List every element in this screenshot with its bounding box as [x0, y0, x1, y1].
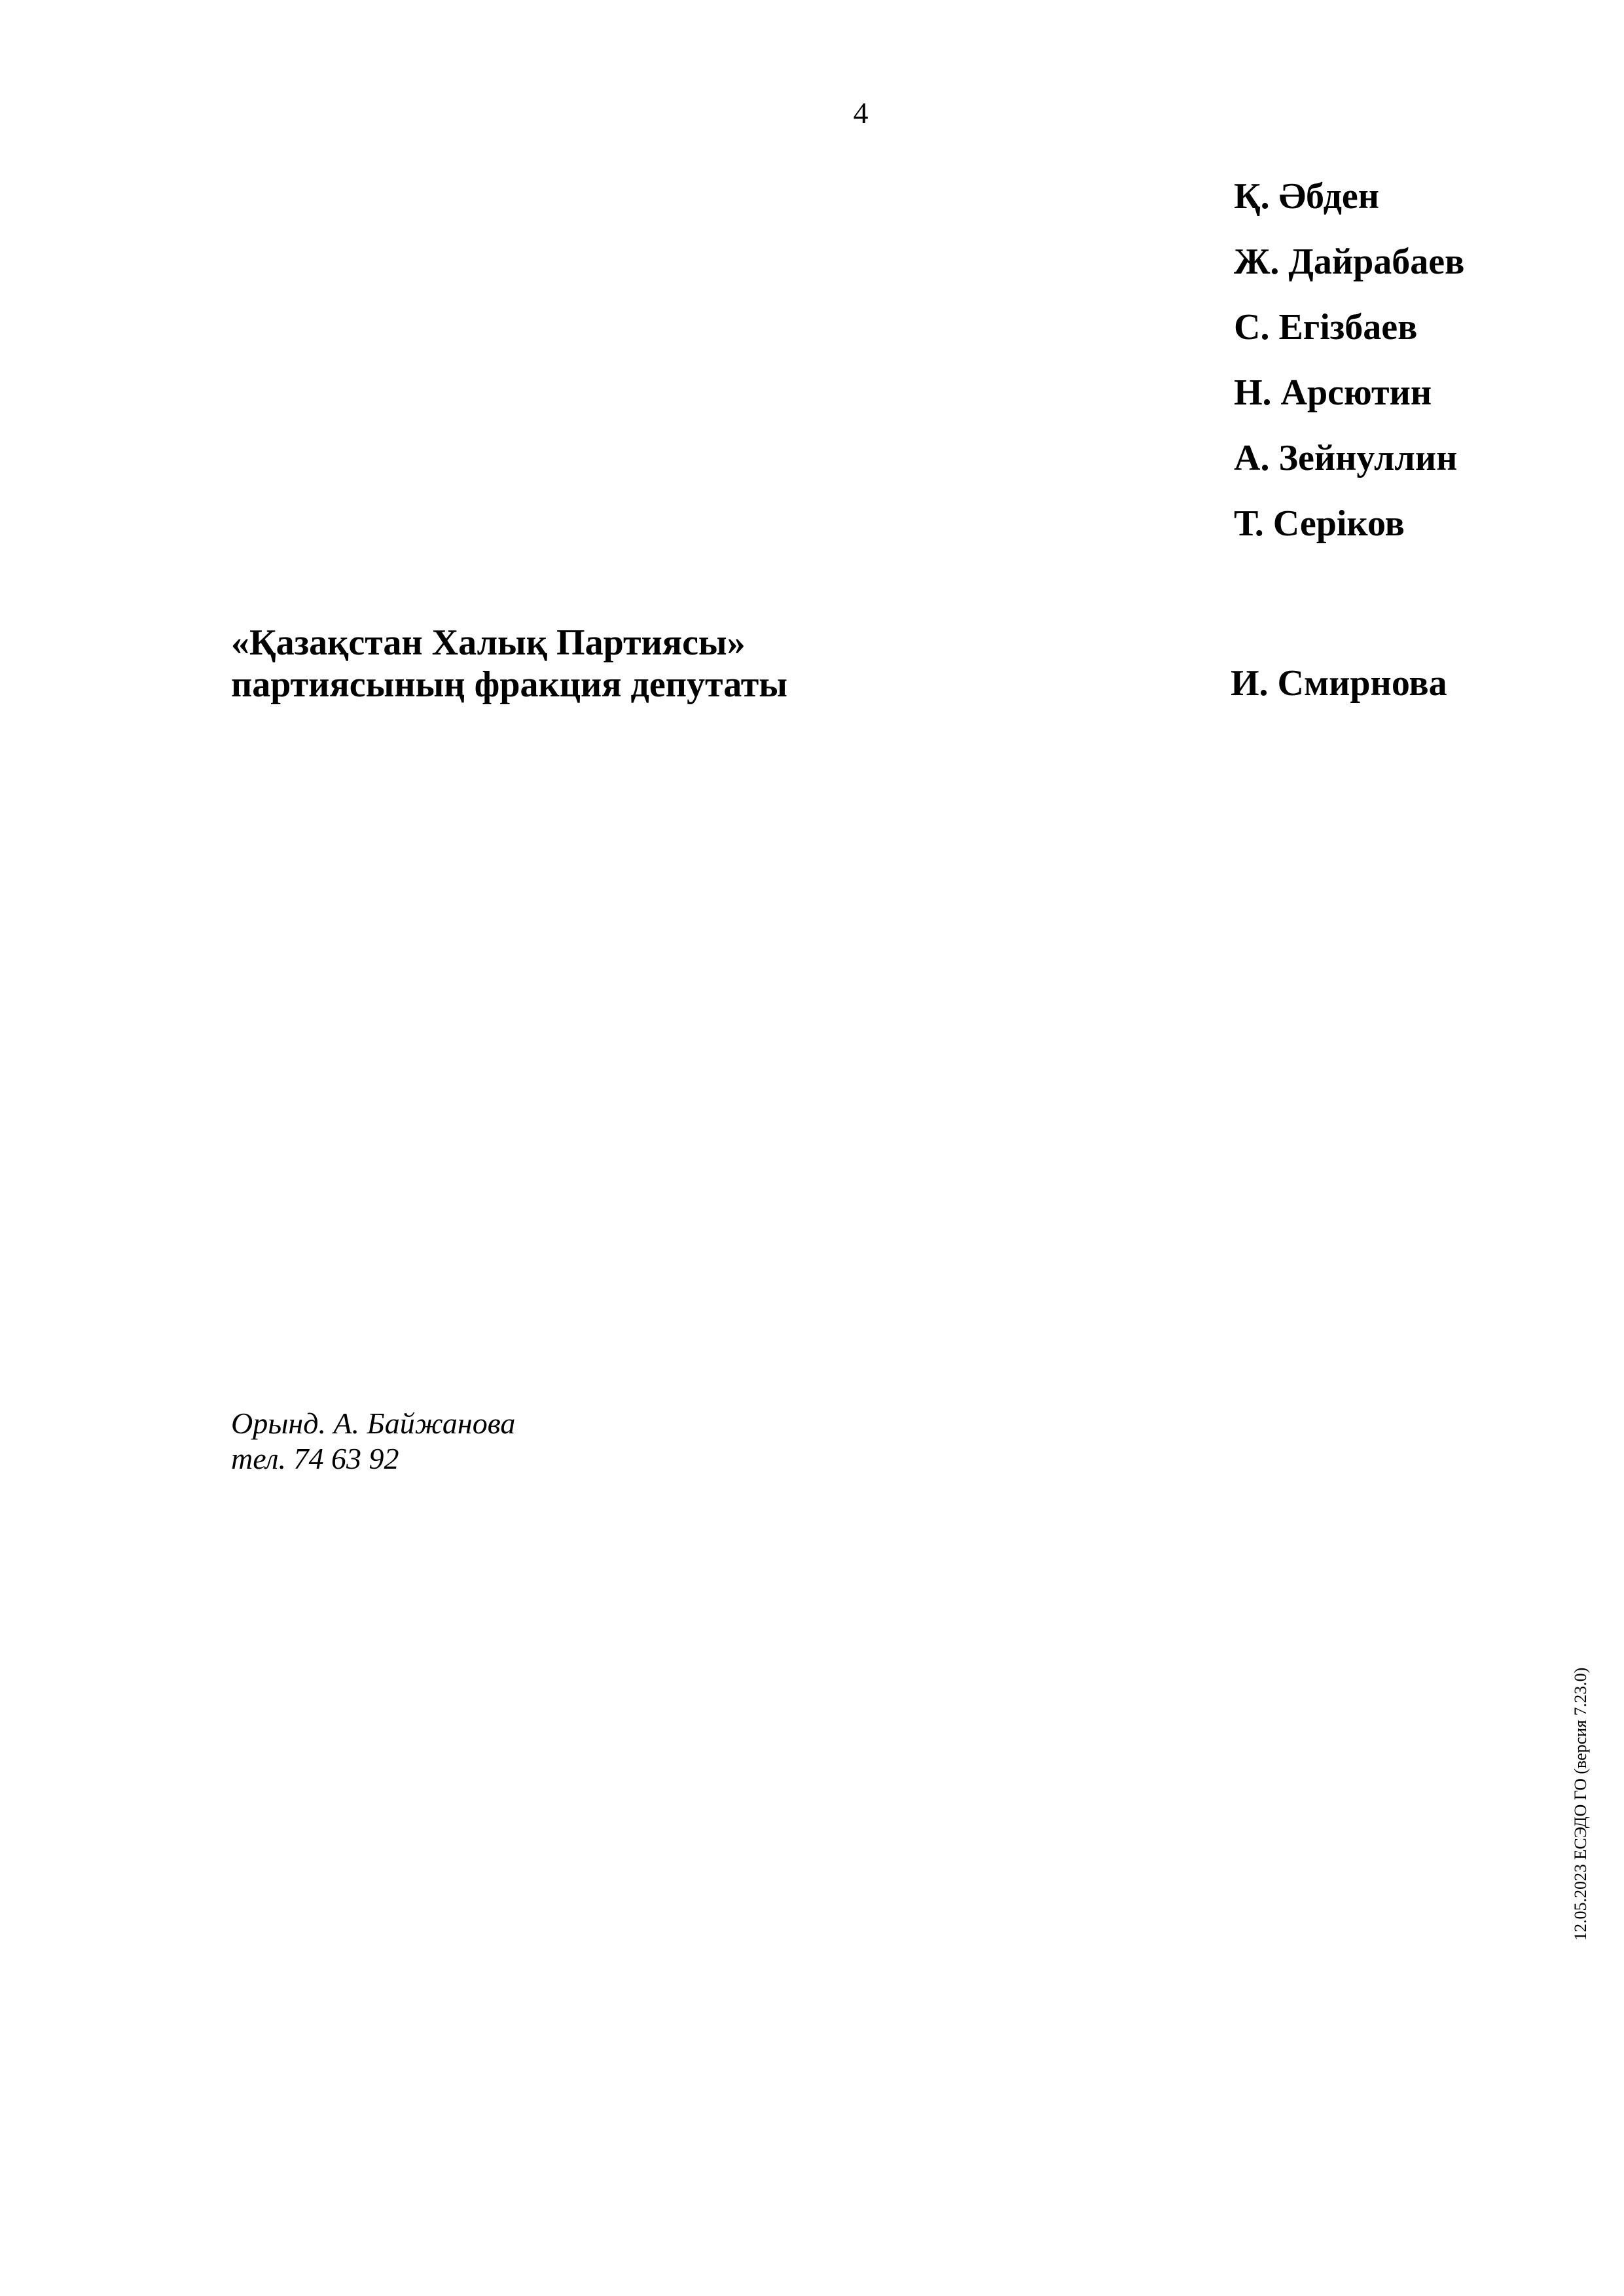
signatories-list [1234, 171, 1464, 564]
signatory-name: Т. Серіков [1234, 503, 1405, 544]
faction-name-line: «Қазақстан Халық Партиясы» [231, 622, 746, 663]
faction-role-line: партиясының фракция депутаты [231, 664, 787, 705]
page-number: 4 [853, 96, 869, 130]
executor-name: Орынд. А. Байжанова [231, 1407, 516, 1440]
signatory-name: Ж. Дайрабаев [1234, 242, 1465, 282]
signatory-name: С. Егізбаев [1234, 307, 1418, 348]
executor-phone: тел. 74 63 92 [231, 1442, 399, 1475]
executor-info [231, 1406, 515, 1477]
deputy-name: И. Смирнова [1231, 663, 1447, 704]
system-stamp: 12.05.2023 ЕСЭДО ГО (версия 7.23.0) [1571, 1667, 1590, 1941]
faction-title [231, 622, 787, 706]
signatory-name: Н. Арсютин [1234, 372, 1432, 413]
signatory-name: А. Зейнуллин [1234, 438, 1458, 478]
signatory-name: Қ. Әбден [1234, 176, 1380, 217]
